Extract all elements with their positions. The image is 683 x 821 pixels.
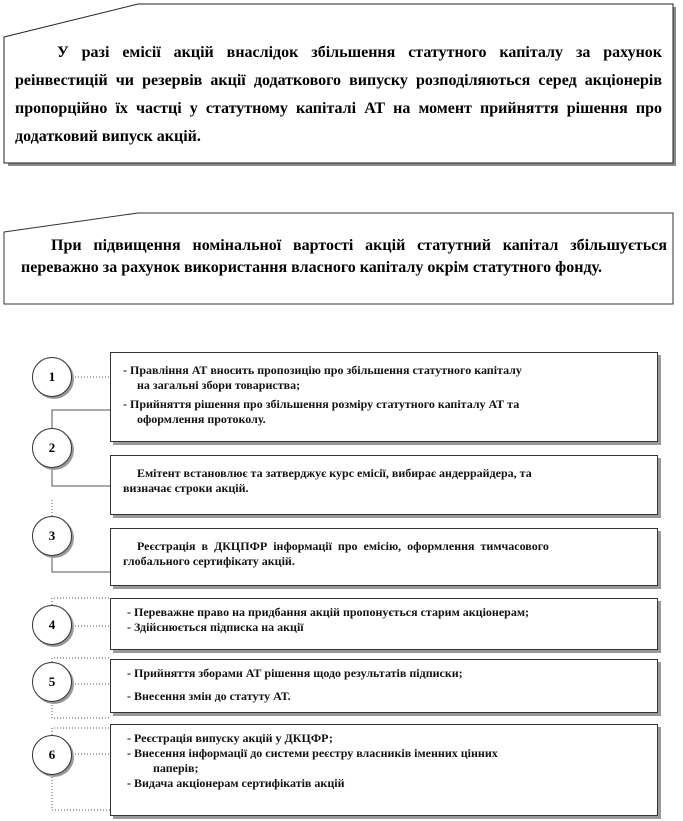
- step-circle-1: 1: [32, 357, 72, 397]
- step-circle-3: 3: [32, 516, 72, 556]
- step-circle-4: 4: [32, 605, 72, 645]
- step-box-4: [110, 598, 658, 650]
- step-6-line-3: паперів;: [153, 761, 199, 775]
- step-3-line-1: Реєстрація в ДКЦПФР інформації про емісію, оформлення тимчасового: [137, 539, 549, 553]
- step-box-5: [110, 659, 658, 713]
- step-box-1: [110, 352, 658, 442]
- nominal-value-text: При підвищення номінальної вартості акцій статутний капітал збільшується переважно за рахунок використання власного капіталу окрім статутного фонду.: [21, 237, 667, 276]
- step-circle-2: 2: [32, 428, 72, 468]
- step-1-line-2: на загальні збори товариства;: [137, 378, 301, 392]
- step-6-line-1: - Реєстрація випуску акцій у ДКЦФР;: [127, 731, 333, 745]
- step-circle-6: 6: [32, 735, 72, 775]
- step-box-3: [110, 528, 658, 586]
- step-5-line-1: - Прийняття зборами АТ рішення щодо результатів підписки;: [127, 666, 463, 680]
- step-5-line-2: - Внесення змін до статуту АТ.: [127, 689, 291, 703]
- step-box-2: [110, 455, 658, 515]
- step-1-line-3: - Прийняття рішення про збільшення розміру статутного капіталу АТ та: [123, 397, 520, 411]
- step-3-line-2: глобального сертифікату акцій.: [123, 554, 295, 568]
- step-2-line-1: Емітент встановлює та затверджує курс емісії, вибирає андеррайдера, та: [137, 466, 532, 480]
- step-6-line-2: - Внесення інформації до системи реєстру власників іменних цінних: [127, 746, 498, 760]
- step-6-line-4: - Видача акціонерам сертифікатів акцій: [127, 776, 345, 790]
- step-box-6: [110, 724, 658, 816]
- step-2-line-2: визначає строки акцій.: [123, 481, 249, 495]
- step-4-line-2: - Здійснюється підписка на акції: [127, 620, 304, 634]
- step-1-line-1: - Правління АТ вносить пропозицію про збільшення статутного капіталу: [123, 363, 522, 377]
- step-1-line-4: оформлення протоколу.: [137, 412, 266, 426]
- step-circle-5: 5: [32, 662, 72, 702]
- reinvestment-text: У разі емісії акцій внаслідок збільшення статутного капіталу за рахунок реінвестицій чи резервів акції додаткового випуску розподіляються серед акціонерів пропорційно їх частці у статутному капіталі АТ на момент прийняття рішення про додатковий випуск акцій.: [15, 44, 662, 145]
- step-4-line-1: - Переважне право на придбання акцій пропонується старим акціонерам;: [127, 605, 529, 619]
